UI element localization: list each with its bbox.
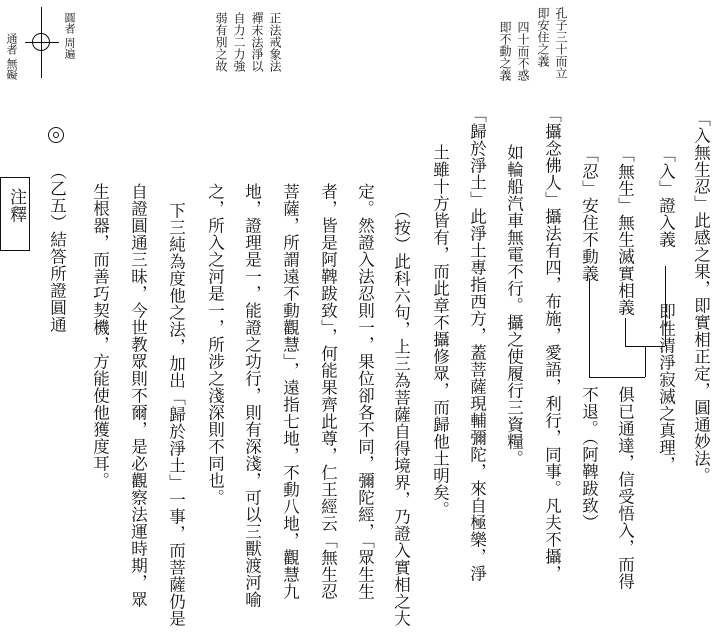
paragraph-line-1: 「攝念佛人」攝法有四，布施，愛語，利行，同事。凡夫不攝， (542, 106, 562, 582)
diagram-connector-branch-2 (625, 318, 626, 346)
paragraph-line-5: （按）此科六句，上三為菩薩自得境界，乃證入實相之大 (391, 202, 411, 627)
section-heading: （乙五）結答所證圓通 (47, 163, 67, 333)
section-bullet-icon (48, 127, 64, 143)
diagram-connector-horizontal-bottom (589, 377, 645, 378)
paragraph-line-12: 自證圓通三昧，今世教眾則不爾，是必觀察法運時期，眾 (128, 183, 148, 608)
top-note-4: 即不動之義 (498, 21, 512, 81)
logo-right-col-1: 圓者 (63, 12, 76, 34)
logo-right-col-2: 周遍 (63, 37, 76, 59)
logo-circle-icon (32, 33, 50, 51)
diagram-connector-branch-3 (589, 278, 590, 377)
paragraph-line-10: 之，所入之河是一，所涉之淺深則不同也。 (205, 183, 225, 506)
diagram-branch-2-label: 「無生」無生滅實相義 (615, 146, 635, 316)
annotation-label-box (0, 177, 30, 251)
top-note-3: 四十而不惑 (516, 21, 530, 81)
top-note-2: 即安住之義 (536, 7, 550, 67)
annotation-label: 注釋 (6, 188, 26, 223)
top-note-8: 弱有別之故 (214, 12, 228, 72)
diagram-branch-3-label: 「忍」安住不動義 (579, 146, 599, 282)
diagram-branch-1-label: 「入」證入義 (656, 146, 676, 248)
diagram-branch-1-desc: 即性清淨寂滅之真理， (656, 303, 676, 473)
paragraph-line-7: 者，皆是阿鞞跋致」，何能果齊此尊，仁王經云「無生忍 (318, 183, 338, 600)
top-note-1: 孔子三十而立 (554, 7, 568, 79)
paragraph-line-4: 土雖十方皆有，而此章不攝修眾，而歸他土明矣。 (430, 144, 450, 518)
paragraph-line-2: 如輪船汽車無電不行。攝之使履行三資糧。 (504, 144, 524, 467)
diagram-main-line: 「入無生忍」此感之果，即實相正定，圓通妙法。 (691, 110, 711, 484)
top-note-6: 禪末法淨以 (250, 12, 264, 72)
diagram-branch-2-desc-2: 不退。（阿鞞跋致） (579, 386, 599, 531)
logo-left-col-1: 通者 (5, 33, 18, 55)
diagram-connector-branch-1 (665, 266, 666, 346)
diagram-branch-2-desc-1: 俱已通達，信受悟入，而得 (615, 386, 635, 590)
logo-left-col-2: 無礙 (5, 58, 18, 80)
paragraph-line-9: 地，證理是一，能證之功行，則有深淺，可以三獸渡河喻 (242, 183, 262, 608)
paragraph-line-3: 「歸於淨土」此淨土專指西方，蓋菩薩現輔彌陀，來自極樂，淨 (467, 106, 487, 582)
top-note-5: 正法戒象法 (268, 12, 282, 72)
paragraph-line-13: 生根器，而善巧契機，方能使他獲度耳。 (90, 183, 110, 489)
diagram-connector-trunk (645, 346, 646, 377)
paragraph-line-8: 菩薩，所謂遠不動觀慧」，遠指七地，不動八地，觀慧九 (280, 183, 300, 600)
paragraph-line-11: 下三純為度他之法，加出「歸於淨土」一事，而菩薩仍是 (166, 202, 186, 627)
paragraph-line-6: 定。然證入法忍則一，果位卻各不同，彌陀經，「眾生生 (355, 183, 375, 600)
top-note-7: 自力二力強 (232, 12, 246, 72)
